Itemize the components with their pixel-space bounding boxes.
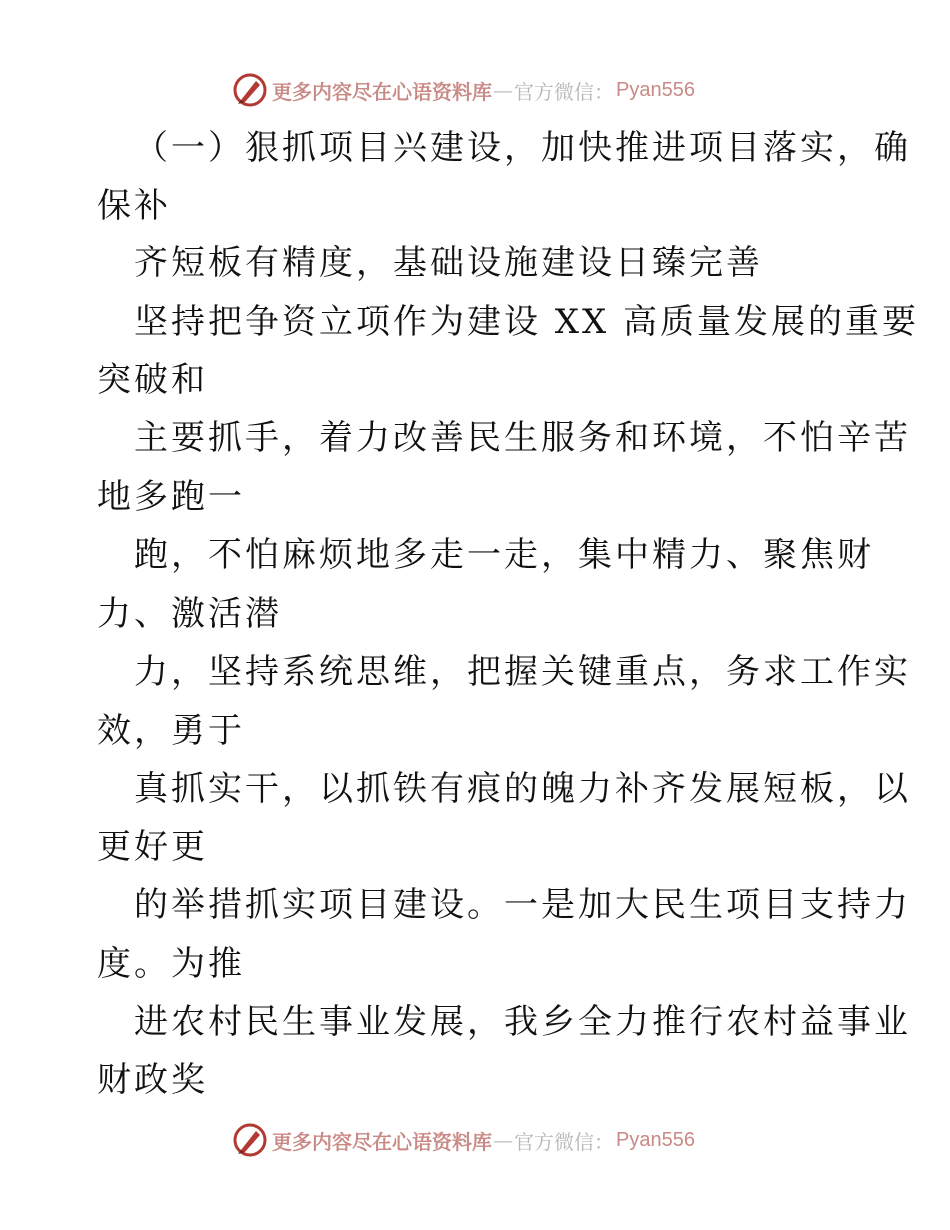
body-line: 齐短板有精度，基础设施建设日臻完善 bbox=[134, 243, 763, 283]
banner-wechat-id: Pyan556 bbox=[616, 1128, 695, 1151]
body-line: 坚持把争资立项作为建设 XX 高质量发展的重要 bbox=[134, 302, 920, 342]
banner-title: 更多内容尽在心语资料库 bbox=[272, 79, 492, 104]
body-line: 主要抓手，着力改善民生服务和环境，不怕辛苦 bbox=[134, 418, 911, 458]
body-line: 力，坚持系统思维，把握关键重点，务求工作实 bbox=[134, 652, 911, 692]
body-line: 地多跑一 bbox=[97, 477, 245, 517]
banner-dash: — bbox=[493, 78, 513, 102]
body-line: 效，勇于 bbox=[97, 711, 245, 751]
body-line: 进农村民生事业发展，我乡全力推行农村益事业 bbox=[134, 1002, 911, 1042]
banner-dash: — bbox=[493, 1128, 513, 1152]
body-line: 财政奖 bbox=[97, 1060, 208, 1100]
banner-wechat-label: 官方微信： bbox=[514, 1129, 614, 1154]
body-line: 力、激活潜 bbox=[97, 594, 282, 634]
banner-wechat-id: Pyan556 bbox=[616, 78, 695, 101]
body-line: 跑，不怕麻烦地多走一走，集中精力、聚焦财 bbox=[134, 535, 874, 575]
banner-wechat-label: 官方微信： bbox=[514, 79, 614, 104]
body-line: 的举措抓实项目建设。一是加大民生项目支持力 bbox=[134, 885, 911, 925]
body-line: 更好更 bbox=[97, 827, 208, 867]
body-line: 保补 bbox=[97, 186, 171, 226]
body-line: 度。为推 bbox=[97, 944, 245, 984]
body-line: 真抓实干，以抓铁有痕的魄力补齐发展短板，以 bbox=[134, 769, 911, 809]
body-line: （一）狠抓项目兴建设，加快推进项目落实，确 bbox=[134, 128, 911, 168]
header-banner bbox=[232, 70, 695, 110]
footer-banner bbox=[232, 1120, 695, 1160]
banner-title: 更多内容尽在心语资料库 bbox=[272, 1129, 492, 1154]
pen-nib-circle-icon bbox=[232, 1122, 268, 1158]
pen-nib-circle-icon bbox=[232, 72, 268, 108]
body-line: 突破和 bbox=[97, 360, 208, 400]
